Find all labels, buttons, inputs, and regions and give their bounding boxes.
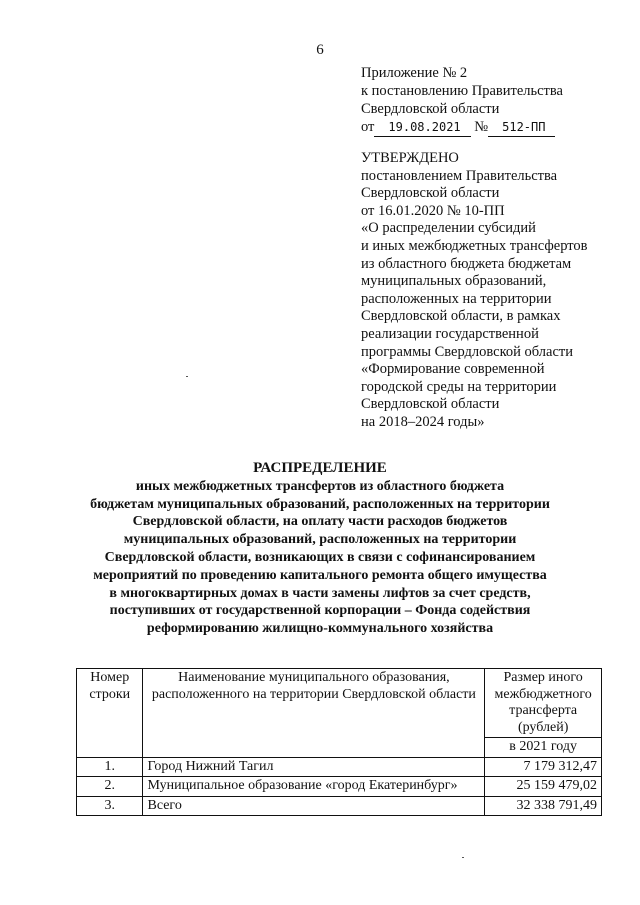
document-title: РАСПРЕДЕЛЕНИЕ (253, 460, 387, 476)
approval-line: реализации государственной (361, 325, 539, 342)
row-municipality: Муниципальное образование «город Екатеринбург» (143, 777, 485, 797)
approval-block (361, 150, 621, 432)
date-value: 19.08.2021 (374, 118, 470, 137)
header-row-number: Номер строки (77, 669, 143, 758)
table-header-row (77, 669, 602, 738)
approval-line: Свердловской области, в рамках (361, 308, 561, 325)
page-number: 6 (316, 42, 324, 58)
table-row (77, 777, 602, 797)
row-number: 3. (77, 796, 143, 816)
scan-speck (186, 376, 188, 377)
heading-line: мероприятий по проведению капитального ремонта общего имущества (93, 567, 547, 583)
approval-line: из областного бюджета бюджетам (361, 255, 572, 272)
distribution-table (76, 668, 602, 816)
document-heading (60, 460, 580, 638)
attachment-block (361, 64, 563, 137)
approval-line: Свердловской области (361, 185, 500, 202)
approval-line: городской среды на территории (361, 378, 557, 395)
approval-title: УТВЕРЖДЕНО (361, 150, 459, 166)
attachment-line: Свердловской области (361, 101, 500, 117)
date-prefix: от (361, 119, 375, 135)
attachment-date-line (361, 118, 563, 137)
header-amount: Размер иного межбюджетного трансферта (рублей) (485, 669, 602, 738)
attachment-title: Приложение № 2 (361, 65, 468, 81)
approval-line: «Формирование современной (361, 361, 545, 378)
number-prefix: № (474, 119, 489, 135)
header-municipality: Наименование муниципального образования, расположенного на территории Свердловской области (143, 669, 485, 758)
approval-line: на 2018–2024 годы» (361, 413, 485, 430)
header-year: в 2021 году (485, 738, 602, 758)
row-amount: 25 159 479,02 (485, 777, 602, 797)
approval-line: муниципальных образований, (361, 273, 547, 290)
row-amount: 32 338 791,49 (485, 796, 602, 816)
heading-line: бюджетам муниципальных образований, расположенных на территории (90, 496, 550, 512)
heading-line: поступивших от государственной корпорации – Фонда содействия (109, 603, 531, 619)
approval-line: «О распределении субсидий (361, 220, 536, 237)
table-row-total (77, 796, 602, 816)
heading-line: реформированию жилищно-коммунального хозяйства (146, 621, 494, 637)
row-amount: 7 179 312,47 (485, 757, 602, 777)
heading-line: муниципальных образований, расположенных на территории (123, 532, 517, 548)
approval-line: и иных межбюджетных трансфертов (361, 237, 588, 254)
heading-line: Свердловской области, на оплату части расходов бюджетов (132, 514, 508, 530)
scan-speck (462, 857, 464, 858)
approval-line: постановлением Правительства (361, 167, 558, 184)
approval-line: расположенных на территории (361, 290, 552, 307)
row-municipality: Город Нижний Тагил (143, 757, 485, 777)
row-number: 1. (77, 757, 143, 777)
heading-line: в многоквартирных домах в части замены лифтов за счет средств, (109, 585, 531, 601)
approval-line: Свердловской области (361, 396, 500, 413)
approval-line: программы Свердловской области (361, 343, 574, 360)
table-row (77, 757, 602, 777)
row-number: 2. (77, 777, 143, 797)
attachment-line: к постановлению Правительства (361, 83, 563, 99)
approval-line: от 16.01.2020 № 10-ПП (361, 202, 505, 219)
number-value: 512-ПП (488, 118, 555, 137)
heading-line: иных межбюджетных трансфертов из областного бюджета (135, 478, 505, 494)
heading-line: Свердловской области, возникающих в связи с софинансированием (104, 549, 536, 565)
row-municipality: Всего (143, 796, 485, 816)
